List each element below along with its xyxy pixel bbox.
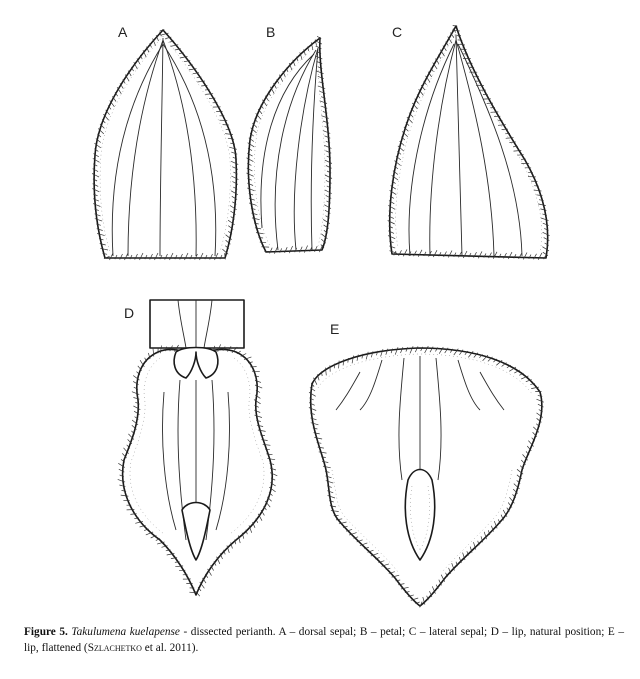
panel-e-lip-flattened-drawing: [309, 321, 544, 607]
caption-description: - dissected perianth. A – dorsal sepal; B – petal; C – lateral sepal; D – lip, natural position; E – lip, flattened (: [24, 626, 625, 654]
panel-d-label: D: [124, 305, 135, 321]
panel-b-petal-drawing: [247, 24, 333, 254]
panel-a-dorsal-sepal-drawing: [92, 24, 238, 260]
species-name: Takulumena kuelapense: [71, 626, 180, 638]
panel-b-label: B: [266, 24, 276, 40]
panel-c-label: C: [392, 24, 403, 40]
citation-tail: et al. 2011).: [141, 642, 199, 654]
citation-authors: Szlachetko: [87, 642, 142, 654]
figure-number-label: Figure 5.: [24, 626, 68, 638]
panel-c-lateral-sepal-drawing: [388, 24, 550, 260]
figure-caption: [24, 624, 624, 656]
panel-e-label: E: [330, 321, 340, 337]
panel-a-label: A: [118, 24, 128, 40]
panel-d-lip-natural-drawing: [118, 300, 278, 596]
